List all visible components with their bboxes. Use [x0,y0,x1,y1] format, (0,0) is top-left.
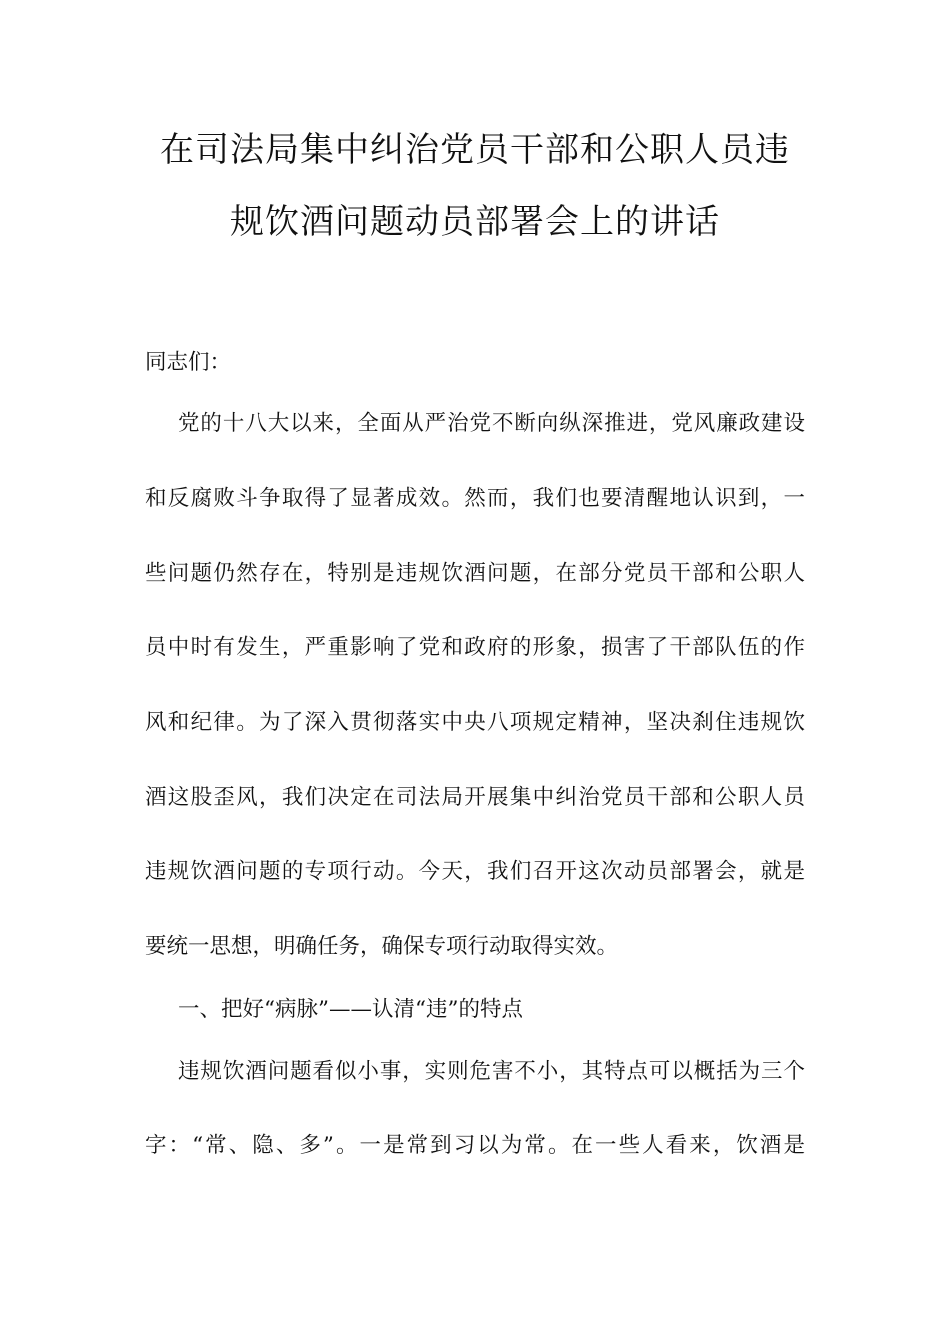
paragraph-line: 字：“常、隐、多”。一是常到习以为常。在一些人看来，饮酒是 [145,1133,805,1158]
document-title-line-1: 在司法局集中纠治党员干部和公职人员违 [160,130,790,170]
paragraph-line: 要统一思想，明确任务，确保专项行动取得实效。 [145,934,619,959]
paragraph-line: 员中时有发生，严重影响了党和政府的形象，损害了干部队伍的作 [145,635,805,660]
paragraph-line: 违规饮酒问题看似小事，实则危害不小，其特点可以概括为三个 [178,1059,805,1084]
paragraph-line: 党的十八大以来，全面从严治党不断向纵深推进，党风廉政建设 [178,411,805,436]
paragraph-line: 些问题仍然存在，特别是违规饮酒问题，在部分党员干部和公职人 [145,561,805,586]
paragraph-line: 违规饮酒问题的专项行动。今天，我们召开这次动员部署会，就是 [145,859,805,884]
paragraph-line: 酒这股歪风，我们决定在司法局开展集中纠治党员干部和公职人员 [145,785,805,810]
section-heading-1: 一、把好“病脉”——认清“违”的特点 [178,997,523,1022]
paragraph-line: 和反腐败斗争取得了显著成效。然而，我们也要清醒地认识到，一 [145,486,805,511]
paragraph-line: 风和纪律。为了深入贯彻落实中央八项规定精神，坚决刹住违规饮 [145,710,805,735]
document-title-line-2: 规饮酒问题动员部署会上的讲话 [230,202,720,242]
salutation: 同志们： [145,350,232,375]
